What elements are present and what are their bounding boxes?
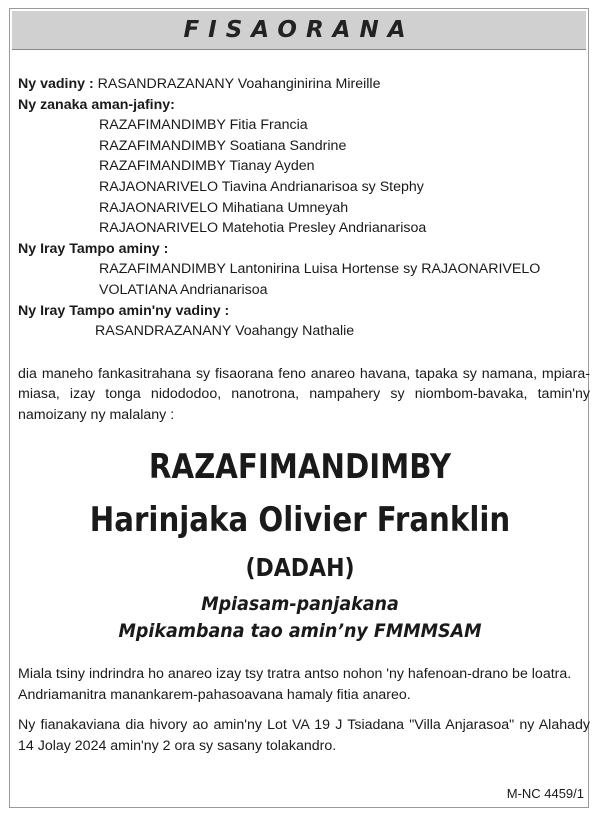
deceased-nickname: (DADAH) [245,553,355,582]
widow-name: RASANDRAZANANY Voahanginirina Mireille [97,76,381,92]
child-item: RAJAONARIVELO Tiavina Andrianarisoa sy Stephy [99,178,424,195]
child-item: RAJAONARIVELO Matehotia Presley Andrianarisoa [99,220,427,237]
widow-siblings-label: Ny Iray Tampo amin'ny vadiny : [18,302,230,319]
deceased-membership: Mpikambana tao amin’ny FMMMSAM [118,620,482,642]
notice-body [18,74,591,426]
child-item: RAZAFIMANDIMBY Tianay Ayden [99,158,315,175]
widow-line [18,74,591,95]
deceased-given-names: Harinjaka Olivier Franklin [89,500,511,540]
siblings-label: Ny Iray Tampo aminy : [18,240,169,257]
siblings-line-1: RAZAFIMANDIMBY Lantonirina Luisa Hortense sy RAJAONARIVELO [99,261,541,278]
deceased-occupation: Mpiasam-panjakana [201,593,399,615]
intro-paragraph: dia maneho fankasitrahana sy fisaorana feno anareo havana, tapaka sy namana, mpiara-miasa, izay tonga nidododoo, nanotrona, nampahery sy niombom-bavaka, tamin'ny namoizany ny malalany : [18,365,590,423]
blessing-paragraph: Andriamanitra manankarem-pahasoavana hamaly fitia anareo. [18,686,411,703]
closing-section [18,664,590,756]
deceased-surname: RAZAFIMANDIMBY [148,447,452,487]
widow-label: Ny vadiny : [18,76,94,92]
notice-header [12,11,586,50]
reference-code: M-NC 4459/1 [506,786,584,801]
widow-siblings-name: RASANDRAZANANY Voahangy Nathalie [95,323,355,340]
child-item: RAZAFIMANDIMBY Soatiana Sandrine [99,137,347,154]
child-item: RAJAONARIVELO Mihatiana Umneyah [99,199,349,216]
gathering-paragraph: Ny fianakaviana dia hivory ao amin'ny Lot VA 19 J Tsiadana "Villa Anjarasoa" ny Alahady 14 Jolay 2024 amin'ny 2 ora sy sasany tolakandro. [18,717,590,754]
notice-title: FISAORANA [183,17,415,43]
siblings-line-2: VOLATIANA Andrianarisoa [99,281,268,298]
apology-paragraph: Miala tsiny indrindra ho anareo izay tsy tratra antso nohon 'ny hafenoan-drano be loatra. [18,666,572,682]
child-item: RAZAFIMANDIMBY Fitia Francia [99,117,308,134]
children-label: Ny zanaka aman-jafiny: [18,96,175,113]
